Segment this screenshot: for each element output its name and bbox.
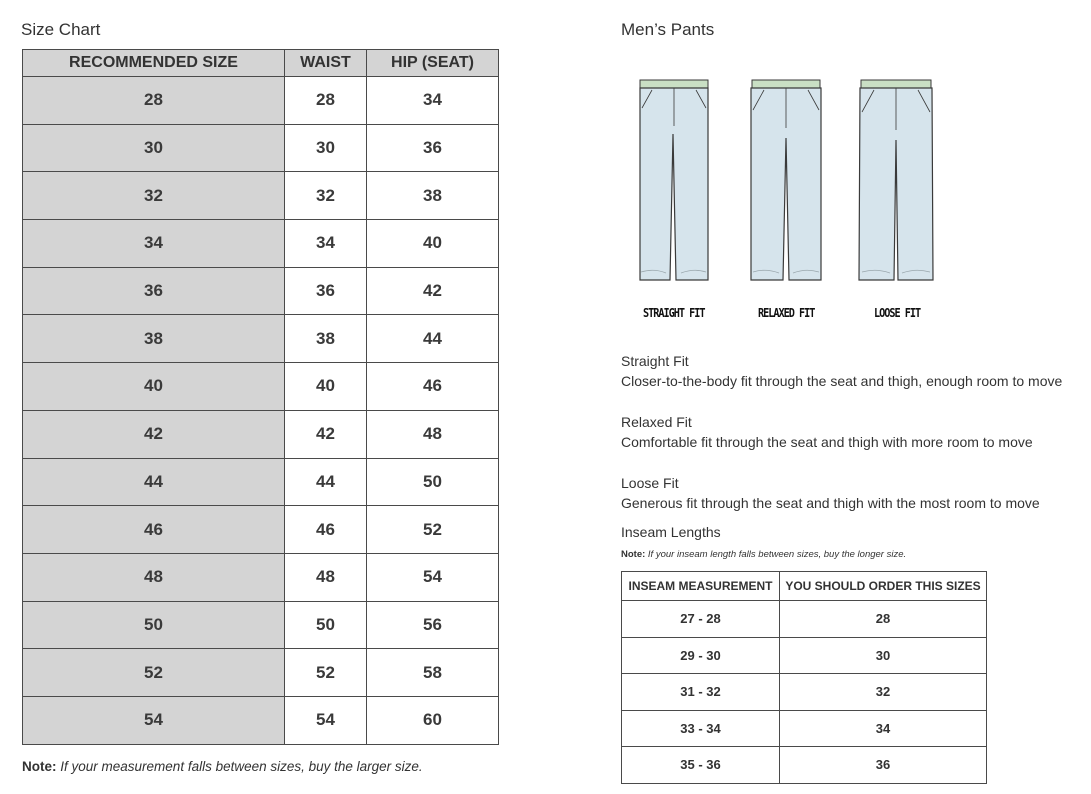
relaxed-fit-section xyxy=(621,414,1033,450)
recommended-size-cell: 28 xyxy=(23,77,285,125)
inseam-note xyxy=(621,549,906,560)
table-row xyxy=(23,77,499,125)
size-chart-title: Size Chart xyxy=(21,20,101,39)
inseam-range-cell: 31 - 32 xyxy=(622,674,780,711)
inseam-range-cell: 35 - 36 xyxy=(622,747,780,784)
relaxed-fit-pants-icon xyxy=(748,78,824,284)
hip-cell: 38 xyxy=(367,172,499,220)
hip-cell: 60 xyxy=(367,696,499,744)
waist-cell: 48 xyxy=(285,553,367,601)
order-size-cell: 34 xyxy=(780,710,987,747)
table-row xyxy=(23,410,499,458)
waist-cell: 42 xyxy=(285,410,367,458)
hip-cell: 52 xyxy=(367,506,499,554)
relaxed-fit-label: RELAXED FIT xyxy=(758,306,815,320)
waist-cell: 28 xyxy=(285,77,367,125)
waist-cell: 54 xyxy=(285,696,367,744)
table-row xyxy=(23,553,499,601)
table-row xyxy=(23,506,499,554)
table-row xyxy=(622,674,987,711)
recommended-size-cell: 40 xyxy=(23,363,285,411)
table-row xyxy=(622,747,987,784)
inseam-title: Inseam Lengths xyxy=(621,524,721,540)
waist-cell: 38 xyxy=(285,315,367,363)
table-row xyxy=(23,363,499,411)
hip-cell: 58 xyxy=(367,649,499,697)
table-row xyxy=(23,124,499,172)
hip-cell: 56 xyxy=(367,601,499,649)
relaxed-fit-heading: Relaxed Fit xyxy=(621,414,692,430)
recommended-size-cell: 54 xyxy=(23,696,285,744)
waist-cell: 40 xyxy=(285,363,367,411)
order-size-cell: 30 xyxy=(780,637,987,674)
hip-cell: 44 xyxy=(367,315,499,363)
recommended-size-cell: 48 xyxy=(23,553,285,601)
straight-fit-section xyxy=(621,353,1062,389)
mens-pants-title: Men’s Pants xyxy=(621,20,715,39)
table-row xyxy=(23,315,499,363)
recommended-size-cell: 46 xyxy=(23,506,285,554)
hip-cell: 36 xyxy=(367,124,499,172)
loose-fit-pants-icon xyxy=(858,78,934,284)
hip-cell: 50 xyxy=(367,458,499,506)
loose-fit-description: Generous fit through the seat and thigh with the most room to move xyxy=(621,495,1040,511)
waist-cell: 46 xyxy=(285,506,367,554)
straight-fit-description: Closer-to-the-body fit through the seat and thigh, enough room to move xyxy=(621,373,1063,389)
order-size-cell: 36 xyxy=(780,747,987,784)
table-row xyxy=(23,601,499,649)
inseam-range-cell: 29 - 30 xyxy=(622,637,780,674)
size-chart-table xyxy=(22,49,499,745)
waist-cell: 30 xyxy=(285,124,367,172)
order-size-cell: 32 xyxy=(780,674,987,711)
header-waist: WAIST xyxy=(285,50,367,77)
table-row xyxy=(23,696,499,744)
inseam-range-cell: 33 - 34 xyxy=(622,710,780,747)
waist-cell: 36 xyxy=(285,267,367,315)
table-row xyxy=(23,267,499,315)
recommended-size-cell: 38 xyxy=(23,315,285,363)
note-label: Note: xyxy=(22,759,57,774)
waist-cell: 50 xyxy=(285,601,367,649)
hip-cell: 34 xyxy=(367,77,499,125)
recommended-size-cell: 52 xyxy=(23,649,285,697)
recommended-size-cell: 32 xyxy=(23,172,285,220)
recommended-size-cell: 42 xyxy=(23,410,285,458)
table-row xyxy=(23,458,499,506)
inseam-range-cell: 27 - 28 xyxy=(622,601,780,638)
header-inseam-measurement: INSEAM MEASUREMENT xyxy=(622,572,780,601)
table-row xyxy=(622,601,987,638)
loose-fit-illustration xyxy=(858,78,934,284)
loose-fit-label: LOOSE FIT xyxy=(874,306,921,320)
table-row xyxy=(23,220,499,268)
straight-fit-illustration xyxy=(636,78,712,284)
table-row xyxy=(622,710,987,747)
note-text: If your measurement falls between sizes, buy the larger size. xyxy=(60,759,423,774)
header-order-size: YOU SHOULD ORDER THIS SIZES xyxy=(780,572,987,601)
loose-fit-section xyxy=(621,475,1040,511)
hip-cell: 48 xyxy=(367,410,499,458)
table-row xyxy=(23,649,499,697)
header-hip-seat: HIP (SEAT) xyxy=(367,50,499,77)
hip-cell: 42 xyxy=(367,267,499,315)
relaxed-fit-description: Comfortable fit through the seat and thigh with more room to move xyxy=(621,434,1033,450)
recommended-size-cell: 36 xyxy=(23,267,285,315)
table-row xyxy=(622,637,987,674)
inseam-note-text: If your inseam length falls between sizes, buy the longer size. xyxy=(647,549,907,560)
inseam-table xyxy=(621,571,987,784)
size-chart-note xyxy=(22,759,423,774)
straight-fit-heading: Straight Fit xyxy=(621,353,689,369)
loose-fit-heading: Loose Fit xyxy=(621,475,679,491)
hip-cell: 40 xyxy=(367,220,499,268)
order-size-cell: 28 xyxy=(780,601,987,638)
table-row xyxy=(23,172,499,220)
size-chart-header-row xyxy=(23,50,499,77)
recommended-size-cell: 34 xyxy=(23,220,285,268)
hip-cell: 46 xyxy=(367,363,499,411)
header-recommended-size: RECOMMENDED SIZE xyxy=(23,50,285,77)
waist-cell: 44 xyxy=(285,458,367,506)
hip-cell: 54 xyxy=(367,553,499,601)
recommended-size-cell: 50 xyxy=(23,601,285,649)
recommended-size-cell: 30 xyxy=(23,124,285,172)
straight-fit-pants-icon xyxy=(636,78,712,284)
inseam-header-row xyxy=(622,572,987,601)
waist-cell: 32 xyxy=(285,172,367,220)
waist-cell: 52 xyxy=(285,649,367,697)
waist-cell: 34 xyxy=(285,220,367,268)
inseam-note-label: Note: xyxy=(621,549,646,560)
relaxed-fit-illustration xyxy=(748,78,824,284)
straight-fit-label: STRAIGHT FIT xyxy=(643,306,705,320)
recommended-size-cell: 44 xyxy=(23,458,285,506)
